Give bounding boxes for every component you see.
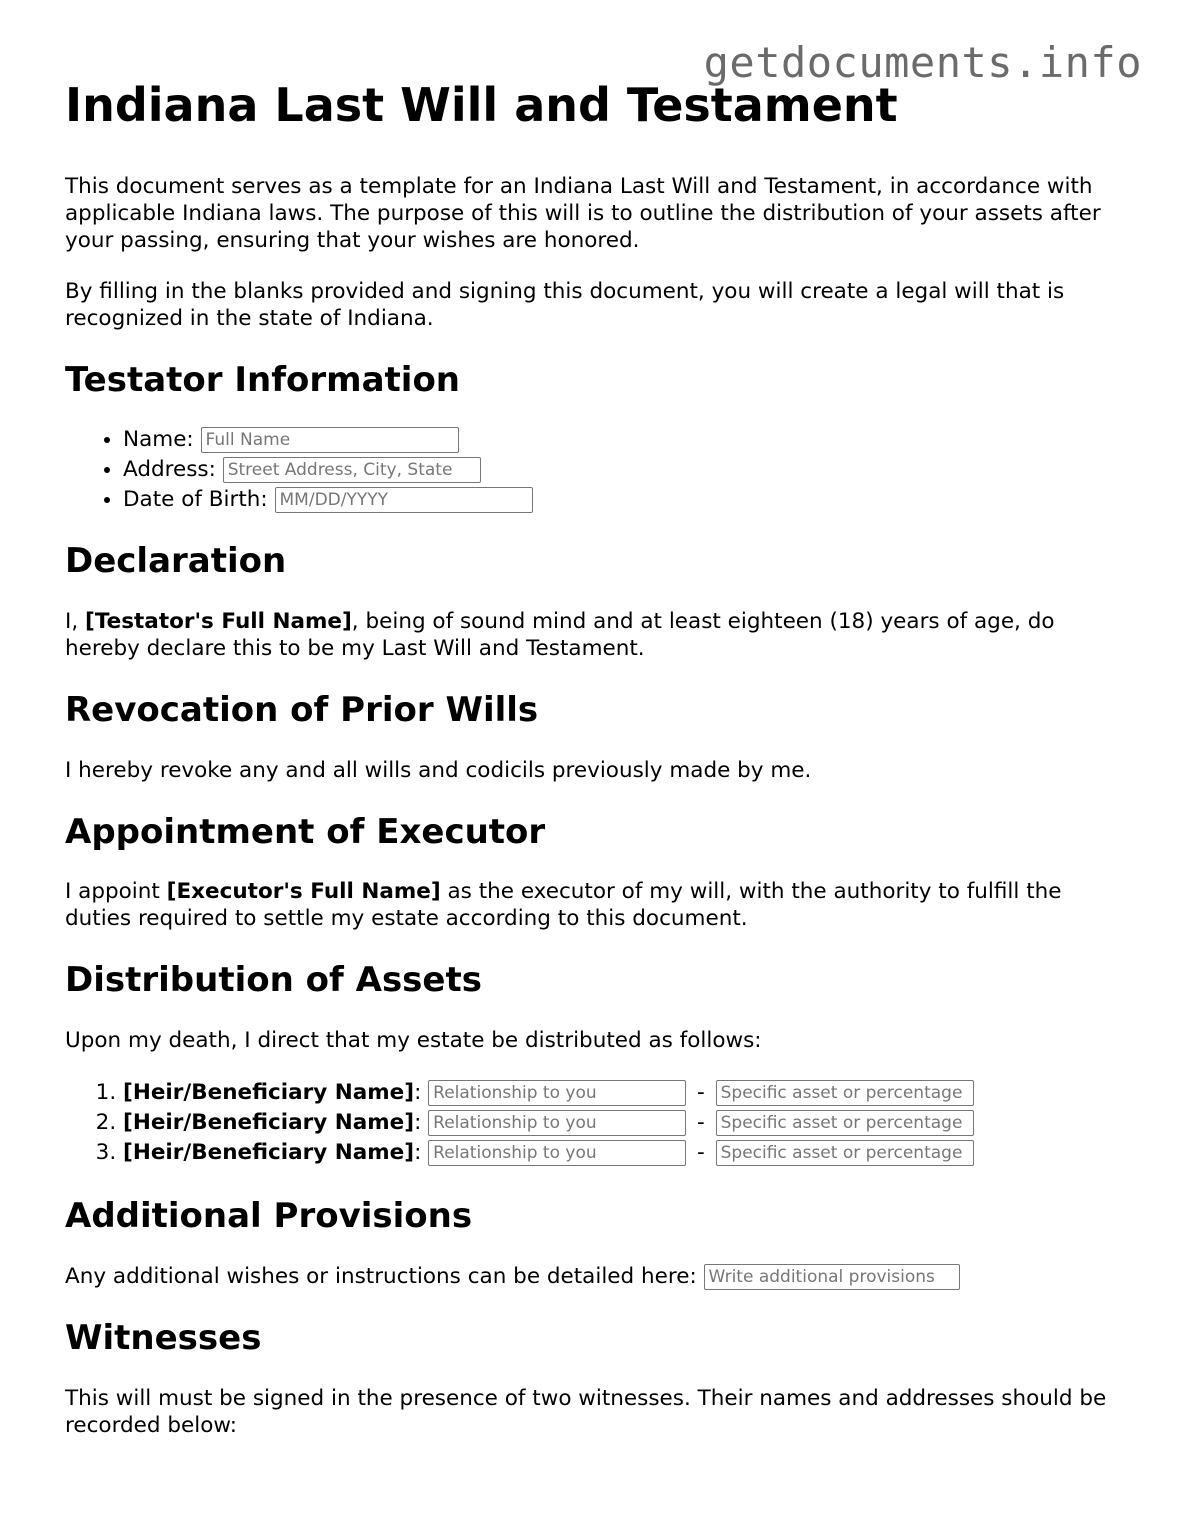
beneficiary-list bbox=[65, 1078, 1125, 1168]
colon: : bbox=[414, 1140, 422, 1166]
relationship-input[interactable] bbox=[428, 1080, 686, 1106]
executor-heading: Appointment of Executor bbox=[65, 811, 546, 852]
declaration-pre: I, bbox=[65, 608, 86, 634]
revocation-text: I hereby revoke any and all wills and codicils previously made by me. bbox=[65, 757, 812, 783]
intro-paragraph-1: This document serves as a template for an Indiana Last Will and Testament, in accordance with applicable Indiana laws. The purpose of this will is to outline the distribution of your assets after your passing, ensuring that your wishes are honored. bbox=[65, 174, 1101, 254]
testator-address-input[interactable] bbox=[223, 457, 481, 483]
beneficiary-name: [Heir/Beneficiary Name] bbox=[123, 1080, 415, 1106]
beneficiary-name: [Heir/Beneficiary Name] bbox=[123, 1110, 415, 1136]
testator-heading: Testator Information bbox=[65, 360, 461, 401]
asset-input[interactable] bbox=[716, 1140, 974, 1166]
dash-separator: - bbox=[697, 1140, 705, 1166]
witnesses-heading: Witnesses bbox=[65, 1317, 262, 1358]
name-label: Name: bbox=[123, 426, 194, 452]
list-item bbox=[123, 1108, 1125, 1138]
executor-pre: I appoint bbox=[65, 879, 167, 905]
page-title: Indiana Last Will and Testament bbox=[65, 78, 898, 132]
list-item bbox=[123, 425, 1125, 455]
declaration-text bbox=[65, 608, 1125, 662]
testator-name-placeholder: [Testator's Full Name] bbox=[85, 608, 352, 634]
list-item bbox=[123, 455, 1125, 485]
asset-input[interactable] bbox=[716, 1080, 974, 1106]
testator-name-input[interactable] bbox=[201, 427, 459, 453]
witnesses-text: This will must be signed in the presence of two witnesses. Their names and addresses should be recorded below: bbox=[65, 1385, 1107, 1438]
distribution-intro: Upon my death, I direct that my estate be distributed as follows: bbox=[65, 1028, 762, 1054]
dob-label: Date of Birth: bbox=[123, 486, 268, 512]
executor-text bbox=[65, 878, 1125, 932]
executor-post: as the executor of my will, with the authority to fulfill the duties required to settle my estate according to this document. bbox=[65, 879, 1062, 932]
declaration-heading: Declaration bbox=[65, 540, 287, 581]
additional-text bbox=[65, 1263, 1125, 1290]
testator-dob-input[interactable] bbox=[275, 487, 533, 513]
dash-separator: - bbox=[697, 1080, 705, 1106]
additional-prompt: Any additional wishes or instructions can be detailed here: bbox=[65, 1263, 704, 1289]
relationship-input[interactable] bbox=[428, 1110, 686, 1136]
intro-paragraph-2: By filling in the blanks provided and signing this document, you will create a legal will that is recognized in the state of Indiana. bbox=[65, 279, 1065, 332]
additional-provisions-input[interactable] bbox=[704, 1264, 960, 1290]
address-label: Address: bbox=[123, 456, 216, 482]
beneficiary-name: [Heir/Beneficiary Name] bbox=[123, 1140, 415, 1166]
relationship-input[interactable] bbox=[428, 1140, 686, 1166]
list-item bbox=[123, 1138, 1125, 1168]
revocation-heading: Revocation of Prior Wills bbox=[65, 689, 539, 730]
asset-input[interactable] bbox=[716, 1110, 974, 1136]
colon: : bbox=[414, 1080, 422, 1106]
watermark: getdocuments.info bbox=[703, 38, 1142, 87]
list-item bbox=[123, 485, 1125, 515]
colon: : bbox=[414, 1110, 422, 1136]
distribution-heading: Distribution of Assets bbox=[65, 960, 482, 1001]
dash-separator: - bbox=[697, 1110, 705, 1136]
additional-heading: Additional Provisions bbox=[65, 1196, 473, 1237]
document-page bbox=[65, 78, 1125, 1439]
declaration-post: , being of sound mind and at least eighteen (18) years of age, do hereby declare this to be my Last Will and Testament. bbox=[65, 608, 1055, 661]
executor-name-placeholder: [Executor's Full Name] bbox=[166, 879, 441, 905]
list-item bbox=[123, 1078, 1125, 1108]
testator-list bbox=[65, 425, 1125, 515]
